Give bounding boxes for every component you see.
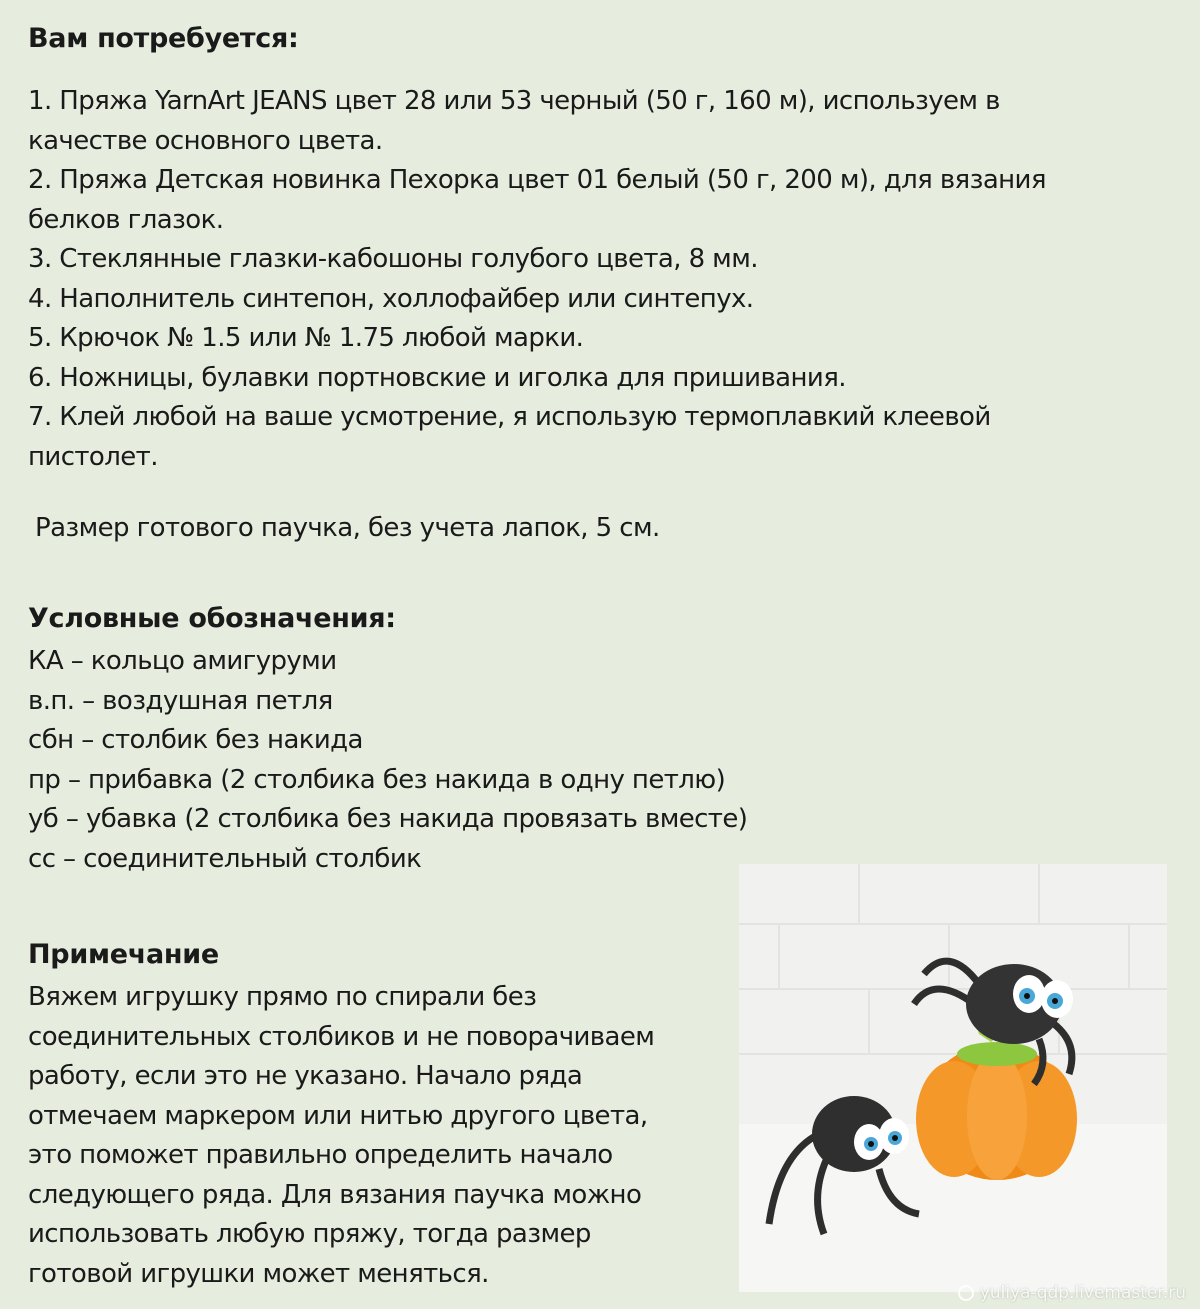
note-line: Вяжем игрушку прямо по спирали без xyxy=(28,982,537,1012)
note-line: готовой игрушки может меняться. xyxy=(28,1258,489,1289)
note-line: работу, если это не указано. Начало ряда xyxy=(28,1061,583,1091)
spider-pumpkin-photo xyxy=(739,864,1167,1292)
materials-line: белков глазок. xyxy=(28,204,224,235)
size-line: Размер готового паучка, без учета лапок, 5 см. xyxy=(35,513,660,543)
legend-line: сс – соединительный столбик xyxy=(28,843,422,874)
note-line: соединительных столбиков и не поворачиваем xyxy=(28,1021,655,1052)
note-heading: Примечание xyxy=(28,939,219,970)
legend-list xyxy=(28,642,747,879)
materials-heading: Вам потребуется: xyxy=(28,23,299,54)
watermark-text: yuliya-qdp.livemaster.ru xyxy=(979,1283,1186,1303)
materials-line: качестве основного цвета. xyxy=(28,125,383,156)
legend-line: КА – кольцо амигуруми xyxy=(28,646,337,676)
note-paragraph xyxy=(28,978,728,1294)
note-line: отмечаем маркером или нитью другого цвета, xyxy=(28,1100,648,1131)
materials-line: 7. Клей любой на ваше усмотрение, я использую термоплавкий клеевой xyxy=(28,402,991,432)
watermark-logo-icon xyxy=(958,1285,974,1301)
materials-line: 3. Стеклянные глазки-кабошоны голубого цвета, 8 мм. xyxy=(28,244,758,274)
legend-line: уб – убавка (2 столбика без накида провязать вместе) xyxy=(28,804,748,834)
materials-line: 1. Пряжа YarnArt JEANS цвет 28 или 53 черный (50 г, 160 м), используем в xyxy=(28,86,1000,116)
legend-heading: Условные обозначения: xyxy=(28,603,396,634)
photo-illustration xyxy=(739,864,1167,1292)
legend-line: в.п. – воздушная петля xyxy=(28,685,333,716)
watermark xyxy=(958,1283,1186,1303)
size-note xyxy=(35,509,660,549)
note-line: это поможет правильно определить начало xyxy=(28,1140,613,1170)
materials-line: пистолет. xyxy=(28,441,158,472)
legend-line: сбн – столбик без накида xyxy=(28,725,363,755)
materials-line: 6. Ножницы, булавки портновские и иголка для пришивания. xyxy=(28,362,846,393)
materials-line: 4. Наполнитель синтепон, холлофайбер или синтепух. xyxy=(28,283,754,314)
note-line: использовать любую пряжу, тогда размер xyxy=(28,1219,591,1249)
note-line: следующего ряда. Для вязания паучка можно xyxy=(28,1179,642,1210)
materials-line: 2. Пряжа Детская новинка Пехорка цвет 01 белый (50 г, 200 м), для вязания xyxy=(28,165,1046,195)
materials-list xyxy=(28,82,1148,477)
legend-line: пр – прибавка (2 столбика без накида в одну петлю) xyxy=(28,764,726,795)
materials-line: 5. Крючок № 1.5 или № 1.75 любой марки. xyxy=(28,323,584,353)
